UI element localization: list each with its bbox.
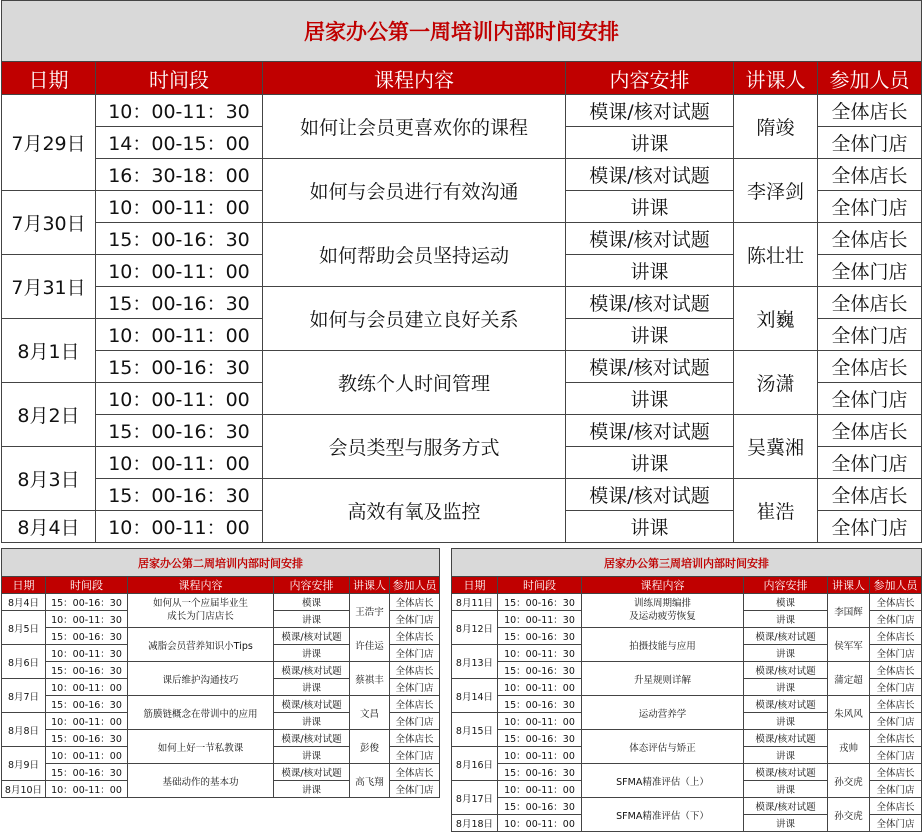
- content-cell: 讲课: [744, 713, 828, 730]
- attendee-cell: 全体门店: [818, 127, 922, 159]
- attendee-cell: 全体门店: [818, 447, 922, 479]
- content-cell: 讲课: [274, 611, 350, 628]
- attendee-cell: 全体店长: [870, 764, 922, 781]
- table-row: [452, 594, 922, 611]
- date-cell: 7月30日: [2, 191, 96, 255]
- content-cell: 模课/核对试题: [566, 479, 734, 511]
- attendee-cell: 全体店长: [390, 662, 440, 679]
- content-cell: 讲课: [744, 679, 828, 696]
- course-cell: 拍摄技能与应用: [582, 628, 744, 662]
- date-cell: 8月5日: [2, 611, 46, 645]
- attendee-cell: 全体店长: [818, 479, 922, 511]
- attendee-cell: 全体店长: [870, 730, 922, 747]
- date-cell: 8月3日: [2, 447, 96, 511]
- content-cell: 模课/核对试题: [274, 662, 350, 679]
- header-time: 时间段: [498, 577, 582, 594]
- content-cell: 讲课: [566, 127, 734, 159]
- content-cell: 讲课: [274, 679, 350, 696]
- header-content: 内容安排: [566, 62, 734, 95]
- attendee-cell: 全体门店: [818, 255, 922, 287]
- content-cell: 模课/核对试题: [274, 696, 350, 713]
- lecturer-cell: 隋竣: [734, 95, 818, 159]
- table-row: [2, 662, 440, 679]
- attendee-cell: 全体店长: [870, 628, 922, 645]
- attendee-cell: 全体门店: [870, 713, 922, 730]
- course-cell: SFMA精准评估（上）: [582, 764, 744, 798]
- attendee-cell: 全体门店: [390, 679, 440, 696]
- time-cell: 15：00-16：30: [46, 764, 128, 781]
- table-row: [2, 287, 922, 319]
- time-cell: 10：00-11：00: [46, 713, 128, 730]
- table-row: [2, 351, 922, 383]
- attendee-cell: 全体门店: [390, 645, 440, 662]
- time-cell: 15：00-16：30: [96, 415, 263, 447]
- header-lecturer: 讲课人: [828, 577, 870, 594]
- attendee-cell: 全体门店: [818, 511, 922, 543]
- course-cell: 如何让会员更喜欢你的课程: [263, 95, 566, 159]
- lecturer-cell: 王浩宇: [350, 594, 390, 628]
- content-cell: 讲课: [566, 511, 734, 543]
- lecturer-cell: 孙交虎: [828, 798, 870, 832]
- table-row: [452, 696, 922, 713]
- attendee-cell: 全体店长: [390, 628, 440, 645]
- table-row: [452, 628, 922, 645]
- content-cell: 模课/核对试题: [566, 351, 734, 383]
- attendee-cell: 全体店长: [818, 159, 922, 191]
- table-row: [452, 662, 922, 679]
- attendee-cell: 全体门店: [870, 781, 922, 798]
- date-cell: 8月2日: [2, 383, 96, 447]
- date-cell: 8月17日: [452, 781, 498, 815]
- time-cell: 15：00-16：30: [498, 662, 582, 679]
- header-course: 课程内容: [263, 62, 566, 95]
- date-cell: 8月18日: [452, 815, 498, 832]
- lecturer-cell: 孙交虎: [828, 764, 870, 798]
- attendee-cell: 全体店长: [390, 764, 440, 781]
- course-cell: 体态评估与矫正: [582, 730, 744, 764]
- time-cell: 10：00-11：00: [498, 679, 582, 696]
- time-cell: 15：00-16：30: [498, 764, 582, 781]
- content-cell: 模课/核对试题: [274, 730, 350, 747]
- content-cell: 模课/核对试题: [744, 696, 828, 713]
- lecturer-cell: 许佳运: [350, 628, 390, 662]
- content-cell: 讲课: [744, 611, 828, 628]
- course-cell: 课后维护沟通技巧: [128, 662, 274, 696]
- time-cell: 14：00-15：00: [96, 127, 263, 159]
- date-cell: 8月9日: [2, 747, 46, 781]
- lecturer-cell: 文昌: [350, 696, 390, 730]
- week3-title: 居家办公第三周培训内部时间安排: [452, 549, 922, 577]
- time-cell: 10：00-11：30: [46, 611, 128, 628]
- attendee-cell: 全体门店: [870, 645, 922, 662]
- time-cell: 15：00-16：30: [96, 479, 263, 511]
- week1-schedule-table: [1, 0, 922, 543]
- attendee-cell: 全体门店: [870, 679, 922, 696]
- time-cell: 10：00-11：00: [46, 679, 128, 696]
- content-cell: 模课/核对试题: [744, 764, 828, 781]
- content-cell: 讲课: [566, 319, 734, 351]
- content-cell: 讲课: [744, 815, 828, 832]
- content-cell: 模课/核对试题: [274, 628, 350, 645]
- attendee-cell: 全体店长: [818, 95, 922, 127]
- content-cell: 讲课: [566, 383, 734, 415]
- content-cell: 模课/核对试题: [566, 159, 734, 191]
- lecturer-cell: 蒲定超: [828, 662, 870, 696]
- time-cell: 15：00-16：30: [498, 730, 582, 747]
- course-cell: 筋膜链概念在带训中的应用: [128, 696, 274, 730]
- course-cell: 教练个人时间管理: [263, 351, 566, 415]
- time-cell: 10：00-11：00: [96, 511, 263, 543]
- header-date: 日期: [452, 577, 498, 594]
- attendee-cell: 全体门店: [818, 319, 922, 351]
- attendee-cell: 全体店长: [870, 662, 922, 679]
- table-row: [452, 798, 922, 815]
- content-cell: 讲课: [274, 747, 350, 764]
- lecturer-cell: 蔡祺丰: [350, 662, 390, 696]
- time-cell: 15：00-16：30: [498, 696, 582, 713]
- week1-title: 居家办公第一周培训内部时间安排: [2, 1, 922, 62]
- attendee-cell: 全体门店: [870, 815, 922, 832]
- date-cell: 8月13日: [452, 645, 498, 679]
- header-content: 内容安排: [274, 577, 350, 594]
- week2-schedule-table: [1, 548, 440, 798]
- lecturer-cell: 崔浩: [734, 479, 818, 543]
- time-cell: 15：00-16：30: [46, 594, 128, 611]
- attendee-cell: 全体店长: [870, 594, 922, 611]
- course-cell: 减脂会员营养知识小Tips: [128, 628, 274, 662]
- date-cell: 8月16日: [452, 747, 498, 781]
- time-cell: 15：00-16：30: [46, 628, 128, 645]
- content-cell: 讲课: [274, 781, 350, 798]
- content-cell: 讲课: [744, 781, 828, 798]
- lecturer-cell: 戎帅: [828, 730, 870, 764]
- course-cell: 运动营养学: [582, 696, 744, 730]
- attendee-cell: 全体店长: [870, 696, 922, 713]
- time-cell: 10：00-11：00: [96, 255, 263, 287]
- course-cell: [128, 594, 274, 628]
- content-cell: 模课/核对试题: [274, 764, 350, 781]
- course-line: 成长为门店店长: [167, 610, 234, 622]
- attendee-cell: 全体门店: [870, 611, 922, 628]
- time-cell: 10：00-11：00: [498, 713, 582, 730]
- date-cell: 7月31日: [2, 255, 96, 319]
- header-attendee: 参加人员: [390, 577, 440, 594]
- date-cell: 8月4日: [2, 594, 46, 611]
- time-cell: 15：00-16：30: [96, 223, 263, 255]
- time-cell: 10：00-11：00: [96, 447, 263, 479]
- content-cell: 讲课: [744, 645, 828, 662]
- course-cell: 升星规则详解: [582, 662, 744, 696]
- header-lecturer: 讲课人: [734, 62, 818, 95]
- content-cell: 模课/核对试题: [744, 730, 828, 747]
- attendee-cell: 全体门店: [390, 713, 440, 730]
- content-cell: 讲课: [744, 747, 828, 764]
- table-row: [452, 730, 922, 747]
- date-cell: 8月7日: [2, 679, 46, 713]
- attendee-cell: 全体店长: [818, 351, 922, 383]
- time-cell: 15：00-16：30: [46, 696, 128, 713]
- header-date: 日期: [2, 577, 46, 594]
- time-cell: 16：30-18：00: [96, 159, 263, 191]
- time-cell: 10：00-11：00: [46, 747, 128, 764]
- course-cell: 如何与会员建立良好关系: [263, 287, 566, 351]
- content-cell: 模课/核对试题: [566, 95, 734, 127]
- time-cell: 15：00-16：30: [46, 730, 128, 747]
- attendee-cell: 全体店长: [818, 223, 922, 255]
- time-cell: 10：00-11：00: [498, 747, 582, 764]
- table-row: [2, 730, 440, 747]
- lecturer-cell: 汤潇: [734, 351, 818, 415]
- table-row: [2, 159, 922, 191]
- week2-title: 居家办公第二周培训内部时间安排: [2, 549, 440, 577]
- time-cell: 10：00-11：00: [46, 781, 128, 798]
- table-row: [2, 628, 440, 645]
- content-cell: 模课/核对试题: [744, 662, 828, 679]
- content-cell: 模课/核对试题: [566, 287, 734, 319]
- header-date: 日期: [2, 62, 96, 95]
- time-cell: 10：00-11：30: [46, 645, 128, 662]
- course-cell: SFMA精准评估（下）: [582, 798, 744, 832]
- time-cell: 15：00-16：30: [498, 628, 582, 645]
- course-line: 如何从一个应届毕业生: [152, 598, 248, 610]
- attendee-cell: 全体店长: [818, 287, 922, 319]
- time-cell: 10：00-11：00: [498, 815, 582, 832]
- bottom-tables-region: [0, 548, 922, 830]
- content-cell: 模课: [744, 594, 828, 611]
- content-cell: 模课: [274, 594, 350, 611]
- header-content: 内容安排: [744, 577, 828, 594]
- attendee-cell: 全体店长: [390, 730, 440, 747]
- attendee-cell: 全体门店: [870, 747, 922, 764]
- time-cell: 15：00-16：30: [96, 351, 263, 383]
- content-cell: 模课/核对试题: [566, 223, 734, 255]
- table-row: [2, 764, 440, 781]
- course-cell: 高效有氧及监控: [263, 479, 566, 543]
- table-row: [2, 223, 922, 255]
- time-cell: 15：00-16：30: [498, 798, 582, 815]
- course-line: 及运动疲劳恢复: [629, 610, 696, 622]
- time-cell: 10：00-11：30: [498, 611, 582, 628]
- time-cell: 10：00-11：00: [96, 383, 263, 415]
- table-row: [2, 95, 922, 127]
- attendee-cell: 全体门店: [390, 781, 440, 798]
- time-cell: 10：00-11：30: [498, 645, 582, 662]
- date-cell: 7月29日: [2, 95, 96, 191]
- course-cell: 如何与会员进行有效沟通: [263, 159, 566, 223]
- content-cell: 模课/核对试题: [744, 798, 828, 815]
- content-cell: 模课/核对试题: [744, 628, 828, 645]
- time-cell: 10：00-11：00: [96, 191, 263, 223]
- date-cell: 8月8日: [2, 713, 46, 747]
- header-course: 课程内容: [128, 577, 274, 594]
- header-course: 课程内容: [582, 577, 744, 594]
- time-cell: 15：00-16：30: [498, 594, 582, 611]
- course-cell: 如何上好一节私教课: [128, 730, 274, 764]
- date-cell: 8月15日: [452, 713, 498, 747]
- attendee-cell: 全体门店: [818, 191, 922, 223]
- table-row: [2, 594, 440, 611]
- date-cell: 8月6日: [2, 645, 46, 679]
- attendee-cell: 全体店长: [818, 415, 922, 447]
- time-cell: 10：00-11：00: [96, 319, 263, 351]
- content-cell: 讲课: [566, 255, 734, 287]
- time-cell: 10：00-11：30: [96, 95, 263, 127]
- time-cell: 15：00-16：30: [96, 287, 263, 319]
- content-cell: 模课/核对试题: [566, 415, 734, 447]
- content-cell: 讲课: [566, 447, 734, 479]
- lecturer-cell: 朱风风: [828, 696, 870, 730]
- attendee-cell: 全体门店: [390, 747, 440, 764]
- course-cell: 如何帮助会员坚持运动: [263, 223, 566, 287]
- header-time: 时间段: [96, 62, 263, 95]
- course-cell: 会员类型与服务方式: [263, 415, 566, 479]
- lecturer-cell: 高飞翔: [350, 764, 390, 798]
- time-cell: 15：00-16：30: [46, 662, 128, 679]
- lecturer-cell: 李国辉: [828, 594, 870, 628]
- date-cell: 8月10日: [2, 781, 46, 798]
- date-cell: 8月1日: [2, 319, 96, 383]
- table-row: [2, 415, 922, 447]
- date-cell: 8月4日: [2, 511, 96, 543]
- header-attendee: 参加人员: [870, 577, 922, 594]
- header-lecturer: 讲课人: [350, 577, 390, 594]
- date-cell: 8月11日: [452, 594, 498, 611]
- header-attendee: 参加人员: [818, 62, 922, 95]
- week3-schedule-table: [451, 548, 922, 832]
- attendee-cell: 全体店长: [870, 798, 922, 815]
- lecturer-cell: 李泽剑: [734, 159, 818, 223]
- lecturer-cell: 侯军军: [828, 628, 870, 662]
- attendee-cell: 全体门店: [818, 383, 922, 415]
- content-cell: 讲课: [274, 645, 350, 662]
- content-cell: 讲课: [274, 713, 350, 730]
- course-line: 训练周期编排: [633, 598, 691, 610]
- date-cell: 8月12日: [452, 611, 498, 645]
- time-cell: 10：00-11：00: [498, 781, 582, 798]
- lecturer-cell: 陈壮壮: [734, 223, 818, 287]
- header-time: 时间段: [46, 577, 128, 594]
- lecturer-cell: 吴冀湘: [734, 415, 818, 479]
- attendee-cell: 全体店长: [390, 594, 440, 611]
- date-cell: 8月14日: [452, 679, 498, 713]
- lecturer-cell: 彭俊: [350, 730, 390, 764]
- table-row: [2, 479, 922, 511]
- attendee-cell: 全体店长: [390, 696, 440, 713]
- course-cell: 基础动作的基本功: [128, 764, 274, 798]
- course-cell: [582, 594, 744, 628]
- table-row: [2, 696, 440, 713]
- attendee-cell: 全体门店: [390, 611, 440, 628]
- content-cell: 讲课: [566, 191, 734, 223]
- lecturer-cell: 刘巍: [734, 287, 818, 351]
- table-row: [452, 764, 922, 781]
